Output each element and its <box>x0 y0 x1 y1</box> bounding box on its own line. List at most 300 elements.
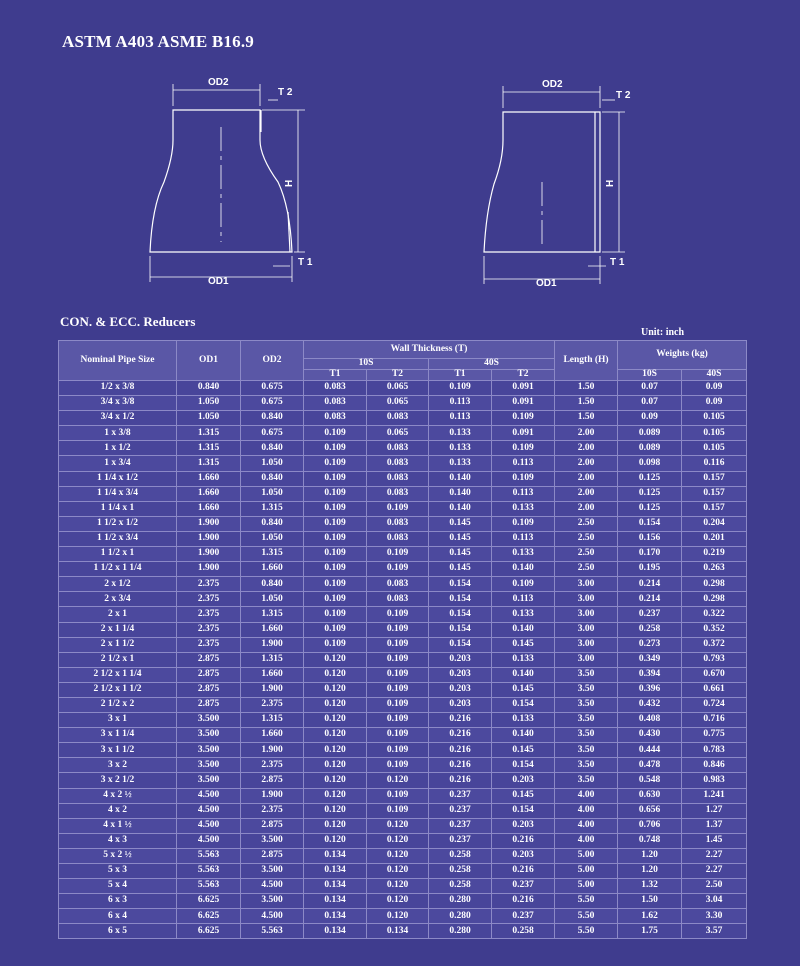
cell-od1: 2.375 <box>177 622 241 637</box>
cell-weight-40s: 0.793 <box>682 652 747 667</box>
cell-length: 3.50 <box>555 728 618 743</box>
header-t2-40s: T2 <box>492 370 555 381</box>
header-wall-40s: 40S <box>429 359 555 370</box>
cell-t2-10s: 0.109 <box>367 607 429 622</box>
cell-t1-10s: 0.120 <box>304 743 367 758</box>
cell-t2-40s: 0.140 <box>492 622 555 637</box>
cell-length: 4.00 <box>555 803 618 818</box>
cell-t1-10s: 0.120 <box>304 713 367 728</box>
cell-t1-40s: 0.203 <box>429 667 492 682</box>
cell-t2-10s: 0.109 <box>367 803 429 818</box>
cell-od2: 3.500 <box>241 833 304 848</box>
cell-length: 3.00 <box>555 652 618 667</box>
cell-length: 3.00 <box>555 607 618 622</box>
cell-t2-10s: 0.083 <box>367 456 429 471</box>
cell-length: 3.50 <box>555 758 618 773</box>
cell-od1: 3.500 <box>177 743 241 758</box>
cell-t2-10s: 0.109 <box>367 743 429 758</box>
cell-od1: 4.500 <box>177 818 241 833</box>
cell-od2: 1.315 <box>241 652 304 667</box>
cell-length: 3.50 <box>555 682 618 697</box>
table-row <box>59 622 747 637</box>
cell-weight-40s: 0.670 <box>682 667 747 682</box>
table-row <box>59 803 747 818</box>
cell-t1-40s: 0.154 <box>429 607 492 622</box>
table-row <box>59 531 747 546</box>
cell-od1: 2.875 <box>177 682 241 697</box>
cell-od2: 1.900 <box>241 743 304 758</box>
cell-length: 3.50 <box>555 743 618 758</box>
cell-length: 4.00 <box>555 788 618 803</box>
cell-weight-10s: 0.432 <box>618 697 682 712</box>
cell-t1-10s: 0.109 <box>304 607 367 622</box>
cell-length: 2.00 <box>555 471 618 486</box>
cell-t2-10s: 0.120 <box>367 879 429 894</box>
cell-weight-40s: 2.50 <box>682 879 747 894</box>
cell-t2-10s: 0.120 <box>367 909 429 924</box>
cell-t1-40s: 0.258 <box>429 848 492 863</box>
cell-weight-10s: 1.20 <box>618 848 682 863</box>
cell-od1: 4.500 <box>177 788 241 803</box>
cell-t2-10s: 0.083 <box>367 411 429 426</box>
cell-weight-10s: 0.430 <box>618 728 682 743</box>
cell-t1-10s: 0.120 <box>304 652 367 667</box>
cell-t1-40s: 0.154 <box>429 622 492 637</box>
table-row <box>59 516 747 531</box>
header-od2: OD2 <box>241 341 304 381</box>
cell-nominal-size: 2 x 1 <box>59 607 177 622</box>
cell-od1: 2.875 <box>177 667 241 682</box>
cell-weight-40s: 0.105 <box>682 441 747 456</box>
cell-length: 4.00 <box>555 818 618 833</box>
cell-t2-10s: 0.109 <box>367 713 429 728</box>
cell-weight-40s: 1.241 <box>682 788 747 803</box>
eccentric-reducer-drawing <box>470 72 660 297</box>
cell-od2: 2.875 <box>241 848 304 863</box>
cell-nominal-size: 2 1/2 x 1 <box>59 652 177 667</box>
cell-weight-40s: 0.09 <box>682 381 747 396</box>
cell-t1-10s: 0.134 <box>304 909 367 924</box>
cell-t1-40s: 0.133 <box>429 441 492 456</box>
cell-od1: 3.500 <box>177 728 241 743</box>
cell-length: 3.50 <box>555 773 618 788</box>
h-label: H <box>284 179 295 187</box>
cell-t2-40s: 0.145 <box>492 682 555 697</box>
cell-od1: 6.625 <box>177 894 241 909</box>
cell-od2: 0.840 <box>241 411 304 426</box>
table-row <box>59 411 747 426</box>
cell-t1-40s: 0.216 <box>429 713 492 728</box>
cell-nominal-size: 1 1/4 x 1/2 <box>59 471 177 486</box>
cell-od1: 5.563 <box>177 848 241 863</box>
cell-od1: 2.875 <box>177 652 241 667</box>
cell-weight-10s: 0.478 <box>618 758 682 773</box>
cell-t1-10s: 0.120 <box>304 803 367 818</box>
cell-t2-10s: 0.120 <box>367 773 429 788</box>
cell-t1-40s: 0.133 <box>429 426 492 441</box>
cell-od1: 1.315 <box>177 426 241 441</box>
h-label: H <box>605 179 616 187</box>
cell-t1-40s: 0.203 <box>429 682 492 697</box>
cell-t1-10s: 0.109 <box>304 562 367 577</box>
cell-t2-10s: 0.120 <box>367 818 429 833</box>
cell-t2-40s: 0.133 <box>492 652 555 667</box>
cell-t1-10s: 0.109 <box>304 637 367 652</box>
cell-nominal-size: 2 1/2 x 1 1/2 <box>59 682 177 697</box>
cell-t1-40s: 0.140 <box>429 471 492 486</box>
table-row <box>59 426 747 441</box>
cell-t1-40s: 0.203 <box>429 697 492 712</box>
cell-t2-40s: 0.091 <box>492 396 555 411</box>
cell-od2: 0.840 <box>241 441 304 456</box>
cell-nominal-size: 3 x 2 1/2 <box>59 773 177 788</box>
table-row <box>59 562 747 577</box>
cell-t1-40s: 0.216 <box>429 773 492 788</box>
cell-od1: 6.625 <box>177 924 241 939</box>
t2-label: T 2 <box>616 90 631 101</box>
cell-t2-40s: 0.133 <box>492 547 555 562</box>
cell-weight-40s: 2.27 <box>682 848 747 863</box>
cell-weight-40s: 0.298 <box>682 592 747 607</box>
cell-length: 1.50 <box>555 381 618 396</box>
cell-nominal-size: 6 x 5 <box>59 924 177 939</box>
table-row <box>59 743 747 758</box>
header-wall-10s: 10S <box>304 359 429 370</box>
cell-length: 3.50 <box>555 713 618 728</box>
cell-weight-10s: 0.09 <box>618 411 682 426</box>
cell-od1: 4.500 <box>177 803 241 818</box>
cell-nominal-size: 2 x 1/2 <box>59 577 177 592</box>
t1-label: T 1 <box>298 257 313 268</box>
header-t1-40s: T1 <box>429 370 492 381</box>
cell-t1-10s: 0.134 <box>304 894 367 909</box>
cell-od1: 3.500 <box>177 758 241 773</box>
cell-t2-40s: 0.154 <box>492 697 555 712</box>
cell-t1-40s: 0.237 <box>429 803 492 818</box>
cell-length: 5.00 <box>555 879 618 894</box>
cell-weight-10s: 0.195 <box>618 562 682 577</box>
cell-nominal-size: 1 x 1/2 <box>59 441 177 456</box>
header-wall-thickness: Wall Thickness (T) <box>304 341 555 359</box>
cell-t2-40s: 0.113 <box>492 592 555 607</box>
cell-t2-40s: 0.145 <box>492 743 555 758</box>
cell-nominal-size: 2 1/2 x 2 <box>59 697 177 712</box>
cell-t2-40s: 0.203 <box>492 818 555 833</box>
cell-t2-10s: 0.065 <box>367 381 429 396</box>
cell-t1-10s: 0.134 <box>304 924 367 939</box>
cell-nominal-size: 4 x 2 <box>59 803 177 818</box>
cell-od2: 1.050 <box>241 456 304 471</box>
table-row <box>59 773 747 788</box>
cell-od2: 0.675 <box>241 426 304 441</box>
cell-t1-10s: 0.109 <box>304 456 367 471</box>
cell-od2: 2.375 <box>241 758 304 773</box>
cell-t1-10s: 0.109 <box>304 441 367 456</box>
cell-t2-10s: 0.134 <box>367 924 429 939</box>
cell-od1: 1.900 <box>177 562 241 577</box>
cell-t1-40s: 0.140 <box>429 501 492 516</box>
page-title: ASTM A403 ASME B16.9 <box>62 32 254 51</box>
cell-od2: 2.375 <box>241 697 304 712</box>
cell-t1-10s: 0.083 <box>304 396 367 411</box>
cell-t1-40s: 0.154 <box>429 637 492 652</box>
cell-od2: 2.375 <box>241 803 304 818</box>
cell-od1: 4.500 <box>177 833 241 848</box>
cell-weight-10s: 0.156 <box>618 531 682 546</box>
cell-nominal-size: 1 1/2 x 1/2 <box>59 516 177 531</box>
cell-od2: 3.500 <box>241 864 304 879</box>
cell-od2: 1.900 <box>241 682 304 697</box>
cell-nominal-size: 1 x 3/8 <box>59 426 177 441</box>
t2-label: T 2 <box>278 87 293 98</box>
cell-weight-10s: 0.089 <box>618 426 682 441</box>
cell-t2-40s: 0.216 <box>492 864 555 879</box>
cell-t2-10s: 0.120 <box>367 864 429 879</box>
table-row <box>59 667 747 682</box>
cell-od1: 1.900 <box>177 531 241 546</box>
table-row <box>59 894 747 909</box>
cell-od2: 3.500 <box>241 894 304 909</box>
header-od1: OD1 <box>177 341 241 381</box>
cell-nominal-size: 5 x 3 <box>59 864 177 879</box>
cell-weight-10s: 0.706 <box>618 818 682 833</box>
cell-weight-10s: 1.20 <box>618 864 682 879</box>
cell-weight-10s: 0.214 <box>618 577 682 592</box>
cell-weight-40s: 0.157 <box>682 486 747 501</box>
cell-t2-10s: 0.109 <box>367 758 429 773</box>
cell-t2-40s: 0.109 <box>492 411 555 426</box>
cell-od2: 2.875 <box>241 818 304 833</box>
cell-weight-10s: 0.408 <box>618 713 682 728</box>
cell-weight-10s: 0.656 <box>618 803 682 818</box>
cell-nominal-size: 3 x 2 <box>59 758 177 773</box>
cell-weight-40s: 0.372 <box>682 637 747 652</box>
cell-od2: 4.500 <box>241 909 304 924</box>
cell-weight-40s: 0.661 <box>682 682 747 697</box>
reducer-spec-table <box>58 340 747 939</box>
cell-weight-40s: 0.157 <box>682 501 747 516</box>
cell-t2-10s: 0.109 <box>367 788 429 803</box>
cell-t1-10s: 0.120 <box>304 667 367 682</box>
header-t2-10s: T2 <box>367 370 429 381</box>
cell-weight-10s: 0.237 <box>618 607 682 622</box>
cell-t2-40s: 0.113 <box>492 486 555 501</box>
cell-od1: 1.315 <box>177 441 241 456</box>
cell-t2-40s: 0.258 <box>492 924 555 939</box>
cell-weight-10s: 0.394 <box>618 667 682 682</box>
cell-t1-40s: 0.113 <box>429 411 492 426</box>
cell-od1: 2.375 <box>177 577 241 592</box>
cell-t1-10s: 0.109 <box>304 486 367 501</box>
cell-od1: 1.050 <box>177 396 241 411</box>
unit-label: Unit: inch <box>641 327 685 338</box>
table-row <box>59 864 747 879</box>
cell-nominal-size: 5 x 4 <box>59 879 177 894</box>
cell-od2: 1.315 <box>241 547 304 562</box>
cell-t1-10s: 0.109 <box>304 531 367 546</box>
cell-t2-40s: 0.109 <box>492 471 555 486</box>
cell-weight-10s: 0.444 <box>618 743 682 758</box>
cell-od1: 2.375 <box>177 637 241 652</box>
table-row <box>59 607 747 622</box>
cell-weight-40s: 0.116 <box>682 456 747 471</box>
table-row <box>59 577 747 592</box>
cell-od1: 2.375 <box>177 592 241 607</box>
od2-label: OD2 <box>542 79 563 90</box>
table-row <box>59 486 747 501</box>
cell-nominal-size: 3/4 x 3/8 <box>59 396 177 411</box>
cell-t2-40s: 0.145 <box>492 788 555 803</box>
cell-t2-10s: 0.109 <box>367 728 429 743</box>
table-row <box>59 909 747 924</box>
cell-od1: 1.660 <box>177 501 241 516</box>
cell-t1-10s: 0.120 <box>304 818 367 833</box>
cell-t1-40s: 0.113 <box>429 396 492 411</box>
cell-nominal-size: 2 x 1 1/4 <box>59 622 177 637</box>
cell-length: 2.50 <box>555 547 618 562</box>
cell-weight-10s: 0.07 <box>618 396 682 411</box>
cell-length: 5.00 <box>555 864 618 879</box>
cell-t2-40s: 0.133 <box>492 501 555 516</box>
cell-t1-40s: 0.216 <box>429 728 492 743</box>
cell-t2-10s: 0.083 <box>367 516 429 531</box>
cell-od1: 1.900 <box>177 547 241 562</box>
cell-weight-10s: 0.396 <box>618 682 682 697</box>
cell-t2-10s: 0.083 <box>367 531 429 546</box>
cell-length: 3.00 <box>555 577 618 592</box>
cell-t1-10s: 0.109 <box>304 592 367 607</box>
cell-weight-40s: 1.37 <box>682 818 747 833</box>
cell-weight-40s: 3.30 <box>682 909 747 924</box>
cell-od2: 1.660 <box>241 667 304 682</box>
cell-od1: 3.500 <box>177 773 241 788</box>
cell-od1: 2.875 <box>177 697 241 712</box>
cell-t1-10s: 0.134 <box>304 848 367 863</box>
cell-od1: 6.625 <box>177 909 241 924</box>
cell-weight-40s: 0.716 <box>682 713 747 728</box>
cell-t2-40s: 0.140 <box>492 667 555 682</box>
cell-weight-10s: 0.07 <box>618 381 682 396</box>
header-length: Length (H) <box>555 341 618 381</box>
cell-t2-40s: 0.203 <box>492 773 555 788</box>
cell-weight-10s: 0.630 <box>618 788 682 803</box>
cell-t1-40s: 0.109 <box>429 381 492 396</box>
cell-t1-10s: 0.083 <box>304 381 367 396</box>
cell-nominal-size: 5 x 2 ½ <box>59 848 177 863</box>
cell-t2-40s: 0.113 <box>492 456 555 471</box>
cell-od1: 2.375 <box>177 607 241 622</box>
cell-od2: 4.500 <box>241 879 304 894</box>
cell-od2: 1.050 <box>241 531 304 546</box>
cell-od2: 1.900 <box>241 637 304 652</box>
cell-od2: 0.840 <box>241 471 304 486</box>
cell-weight-10s: 0.273 <box>618 637 682 652</box>
table-row <box>59 713 747 728</box>
cell-nominal-size: 3 x 1 1/4 <box>59 728 177 743</box>
cell-od2: 1.315 <box>241 713 304 728</box>
cell-length: 1.50 <box>555 396 618 411</box>
section-title: CON. & ECC. Reducers <box>60 314 196 329</box>
cell-weight-10s: 0.548 <box>618 773 682 788</box>
cell-weight-40s: 0.783 <box>682 743 747 758</box>
cell-nominal-size: 3/4 x 1/2 <box>59 411 177 426</box>
header-weights: Weights (kg) <box>618 341 747 370</box>
cell-od2: 1.900 <box>241 788 304 803</box>
header-nominal-pipe-size: Nominal Pipe Size <box>59 341 177 381</box>
cell-nominal-size: 1 1/4 x 1 <box>59 501 177 516</box>
cell-t1-40s: 0.133 <box>429 456 492 471</box>
cell-t2-10s: 0.109 <box>367 501 429 516</box>
cell-od2: 1.315 <box>241 501 304 516</box>
cell-t1-40s: 0.154 <box>429 577 492 592</box>
cell-nominal-size: 1 1/4 x 3/4 <box>59 486 177 501</box>
cell-t2-40s: 0.216 <box>492 894 555 909</box>
cell-od2: 1.660 <box>241 562 304 577</box>
cell-od1: 1.050 <box>177 411 241 426</box>
cell-t2-40s: 0.237 <box>492 879 555 894</box>
cell-t2-40s: 0.109 <box>492 441 555 456</box>
table-row <box>59 788 747 803</box>
table-row <box>59 848 747 863</box>
cell-od2: 0.675 <box>241 396 304 411</box>
table-row <box>59 547 747 562</box>
header-t1-10s: T1 <box>304 370 367 381</box>
cell-weight-40s: 3.04 <box>682 894 747 909</box>
cell-t1-40s: 0.237 <box>429 833 492 848</box>
cell-t2-40s: 0.113 <box>492 531 555 546</box>
cell-t1-10s: 0.120 <box>304 788 367 803</box>
cell-t2-40s: 0.237 <box>492 909 555 924</box>
cell-t1-10s: 0.120 <box>304 697 367 712</box>
cell-weight-10s: 0.089 <box>618 441 682 456</box>
cell-t2-40s: 0.154 <box>492 758 555 773</box>
cell-t2-40s: 0.091 <box>492 426 555 441</box>
header-weight-10s: 10S <box>618 370 682 381</box>
cell-weight-10s: 0.125 <box>618 471 682 486</box>
cell-weight-40s: 0.219 <box>682 547 747 562</box>
cell-length: 5.50 <box>555 924 618 939</box>
cell-t1-10s: 0.120 <box>304 833 367 848</box>
cell-weight-10s: 0.258 <box>618 622 682 637</box>
cell-weight-40s: 0.322 <box>682 607 747 622</box>
cell-t1-10s: 0.109 <box>304 501 367 516</box>
cell-od1: 5.563 <box>177 864 241 879</box>
cell-t2-40s: 0.154 <box>492 803 555 818</box>
table-body <box>59 381 747 939</box>
cell-weight-10s: 1.32 <box>618 879 682 894</box>
cell-t1-40s: 0.140 <box>429 486 492 501</box>
cell-od1: 5.563 <box>177 879 241 894</box>
cell-weight-40s: 0.157 <box>682 471 747 486</box>
cell-length: 2.50 <box>555 562 618 577</box>
cell-nominal-size: 3 x 1 1/2 <box>59 743 177 758</box>
cell-length: 3.50 <box>555 667 618 682</box>
cell-t1-10s: 0.109 <box>304 516 367 531</box>
cell-length: 2.00 <box>555 486 618 501</box>
table-row <box>59 456 747 471</box>
cell-od1: 1.315 <box>177 456 241 471</box>
table-row <box>59 833 747 848</box>
cell-weight-10s: 1.62 <box>618 909 682 924</box>
cell-t1-40s: 0.216 <box>429 743 492 758</box>
cell-t2-10s: 0.120 <box>367 894 429 909</box>
cell-weight-10s: 0.154 <box>618 516 682 531</box>
cell-t2-10s: 0.083 <box>367 441 429 456</box>
cell-nominal-size: 4 x 2 ½ <box>59 788 177 803</box>
cell-od1: 1.660 <box>177 486 241 501</box>
cell-od2: 2.875 <box>241 773 304 788</box>
cell-nominal-size: 4 x 1 ½ <box>59 818 177 833</box>
